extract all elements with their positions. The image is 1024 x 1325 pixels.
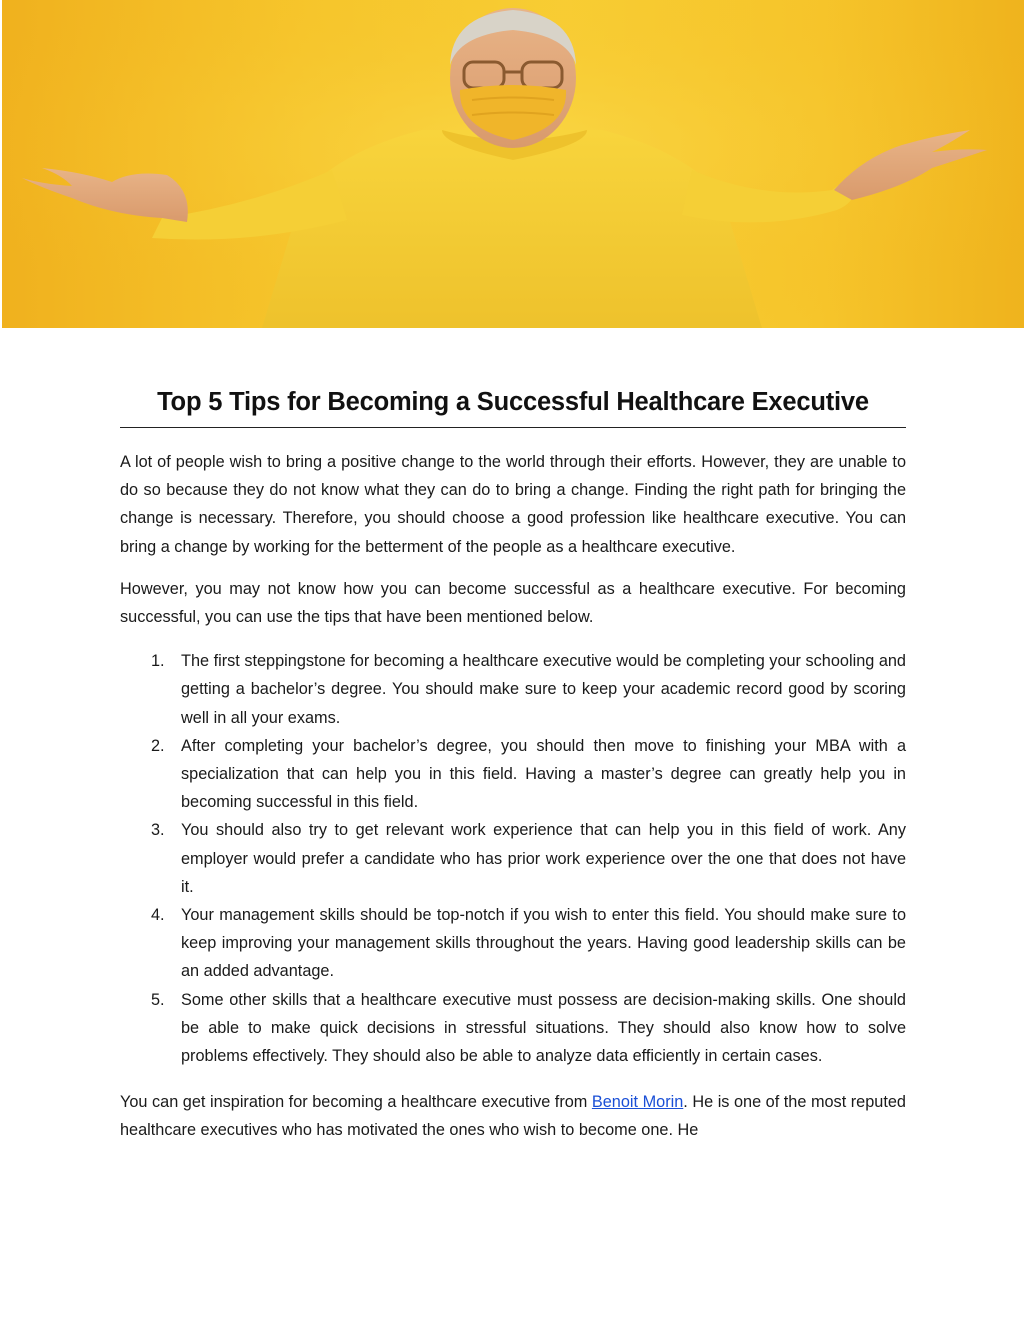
list-item (120, 901, 906, 986)
tips-list (120, 647, 906, 1070)
list-item-text: The first steppingstone for becoming a healthcare executive would be completing your schooling and getting a bachelor’s degree. You should make sure to keep your academic record good by scoring well in all your exams. (181, 652, 906, 727)
hero-illustration (2, 0, 1024, 328)
benoit-morin-link[interactable]: Benoit Morin (591, 1093, 684, 1112)
list-item (120, 647, 906, 732)
article (120, 388, 906, 1145)
list-item-text: After completing your bachelor’s degree, you should then move to finishing your MBA with a specialization that can help you in this field. Having a master’s degree can greatly help you in becoming successful in this field. (181, 736, 906, 812)
list-item (120, 732, 906, 817)
list-number: 2. (151, 736, 165, 755)
article-title: Top 5 Tips for Becoming a Successful Healthcare Executive (120, 388, 906, 428)
closing-paragraph (120, 1088, 906, 1144)
closing-text-before: You can get inspiration for becoming a healthcare executive from (120, 1093, 592, 1112)
list-number: 5. (151, 990, 165, 1009)
closing-text-after: . He is one of the most reputed healthcare executives who has motivated the ones who wish to become one. He (120, 1093, 906, 1140)
list-item-text: Your management skills should be top-notch if you wish to enter this field. You should make sure to keep improving your management skills throughout the years. Having good leadership skills can be an added advantage. (181, 906, 906, 981)
hero-image (2, 0, 1024, 328)
list-number: 1. (151, 652, 165, 671)
list-number: 4. (151, 906, 165, 925)
list-item-text: Some other skills that a healthcare executive must possess are decision-making skills. One should be able to make quick decisions in stressful situations. They should also know how to solve problems effectively. They should also be able to analyze data efficiently in certain cases. (181, 990, 906, 1066)
list-item (120, 816, 906, 901)
list-item (120, 986, 906, 1071)
intro-paragraph: A lot of people wish to bring a positive change to the world through their efforts. However, they are unable to do so because they do not know what they can do to bring a change. Finding the right path for bringing the change is necessary. Therefore, you should choose a good profession like healthcare executive. You can bring a change by working for the betterment of the people as a healthcare executive. (120, 453, 906, 556)
list-item-text: You should also try to get relevant work experience that can help you in this field of work. Any employer would prefer a candidate who has prior work experience over the one that does not have it. (181, 821, 906, 896)
list-number: 3. (151, 821, 165, 840)
lead-in-paragraph: However, you may not know how you can become successful as a healthcare executive. For becoming successful, you can use the tips that have been mentioned below. (120, 579, 906, 627)
